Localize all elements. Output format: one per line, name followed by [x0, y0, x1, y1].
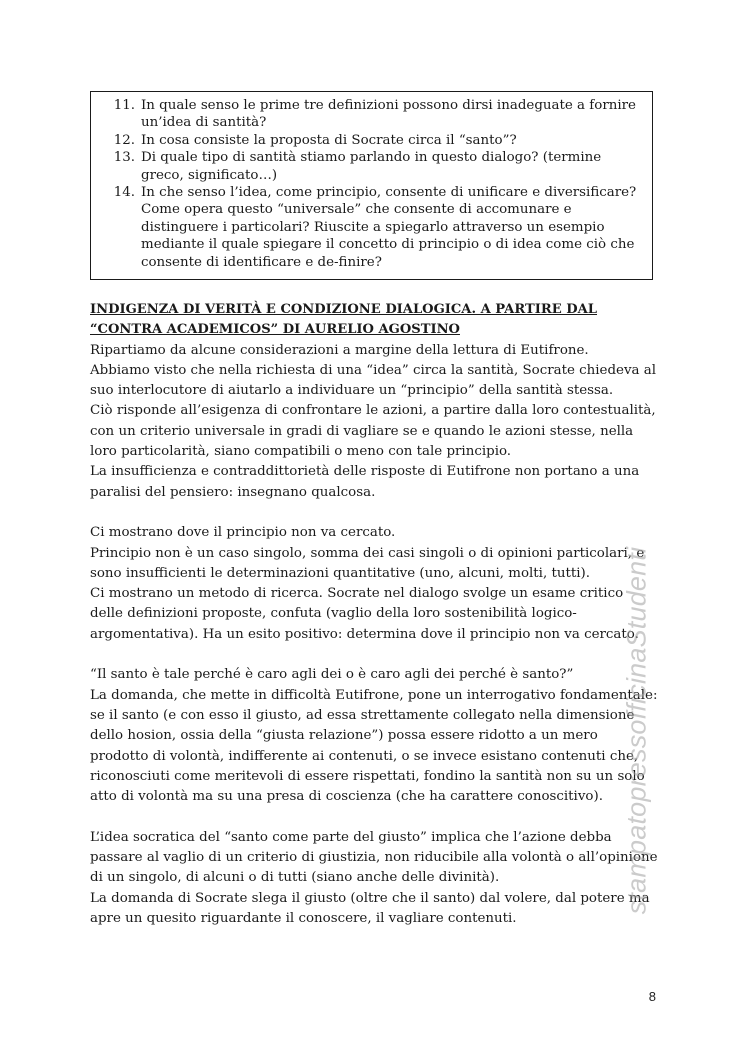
question-number: 14. [113, 185, 135, 201]
watermark-text: stampatopressofficinaStudenti [621, 546, 652, 914]
section-title: INDIGENZA DI VERITÀ E CONDIZIONE DIALOGICA. A PARTIRE DAL “CONTRA ACADEMICOS” DI AURELIO AGOSTINO [90, 302, 598, 338]
body-paragraph: La insufficienza e contraddittorietà delle risposte di Eutifrone non portano a una paralisi del pensiero: insegnano qualcosa. [90, 464, 640, 500]
question-item [91, 97, 642, 132]
question-item [91, 149, 642, 184]
question-number: 11. [113, 98, 135, 113]
paragraph-spacer [90, 503, 660, 523]
question-number: 12. [113, 132, 135, 148]
questions-list [91, 97, 642, 271]
body-paragraph: La domanda di Socrate slega il giusto (oltre che il santo) dal volere, dal potere ma apre un quesito riguardante il conoscere, il vagliare contenuti. [90, 890, 650, 926]
body-paragraph: L’idea socratica del “santo come parte del giusto” implica che l’azione debba passare al vaglio di un criterio di giustizia, non riducibile alla volontà o all’opinione di un singolo, di alcuni o di tutti (siano anche delle divinità). [90, 829, 658, 886]
question-number: 13. [113, 150, 135, 166]
paragraph-spacer [90, 645, 660, 665]
question-item [91, 184, 642, 271]
body-paragraph: Abbiamo visto che nella richiesta di una “idea” circa la santità, Socrate chiedeva al suo interlocutore di aiutarlo a individuare un “principio” della santità stessa. [90, 362, 657, 399]
question-text: In quale senso le prime tre definizioni possono dirsi inadeguate a fornire un’idea di santità? [141, 98, 636, 131]
main-content [90, 300, 660, 929]
question-text: In cosa consiste la proposta di Socrate circa il “santo”? [141, 132, 517, 148]
quote-paragraph: “Il santo è tale perché è caro agli dei o è caro agli dei perché è santo?” [90, 667, 574, 683]
question-text: Di quale tipo di santità stiamo parlando in questo dialogo? (termine greco, significato…) [141, 150, 602, 183]
body-paragraph: Principio non è un caso singolo, somma dei casi singoli o di opinioni particolari, e sono insufficienti le determinazioni quantitative (uno, alcuni, molti, tutti). [90, 545, 645, 581]
body-paragraph: La domanda, che mette in difficoltà Eutifrone, pone un interrogativo fondamentale: se il santo (e con esso il giusto, ad essa strettamente collegato nella dimensione dello hosion, ossia della “giusta relazione”) possa essere ridotto a un mero prodotto di volontà, indifferente ai contenuti, o se invece esistano contenuti che, riconosciuti come meritevoli di essere rispettati, fondino la santità non su un solo atto di volontà ma su una presa di coscienza (che ha carattere conoscitivo). [90, 687, 658, 805]
body-paragraph: Ciò risponde all’esigenza di confrontare le azioni, a partire dalla loro contestualità, con un criterio universale in gradi di vagliare se e quando le azioni stesse, nella loro particolarità, siano compatibili o meno con tale principio. [90, 403, 656, 460]
question-text: In che senso l’idea, come principio, consente di unificare e diversificare? Come opera questo “universale” che consente di accomunare e distinguere i particolari? Riuscite a spiegarlo attraverso un esempio mediante il quale spiegare il concetto di principio o di idea come ciò che consente di identificare e de-finire? [141, 185, 637, 270]
question-item [91, 132, 642, 149]
body-paragraph: Ripartiamo da alcune considerazioni a margine della lettura di Eutifrone. [90, 342, 589, 358]
page-number: 8 [648, 989, 656, 1004]
body-paragraph: Ci mostrano un metodo di ricerca. Socrate nel dialogo svolge un esame critico delle definizioni proposte, confuta (vaglio della loro sostenibilità logico-argomentativa). Ha un esito positivo: determina dove il principio non va cercato. [90, 586, 639, 642]
paragraph-spacer [90, 807, 660, 827]
questions-box [90, 91, 653, 280]
body-paragraph: Ci mostrano dove il principio non va cercato. [90, 525, 396, 541]
